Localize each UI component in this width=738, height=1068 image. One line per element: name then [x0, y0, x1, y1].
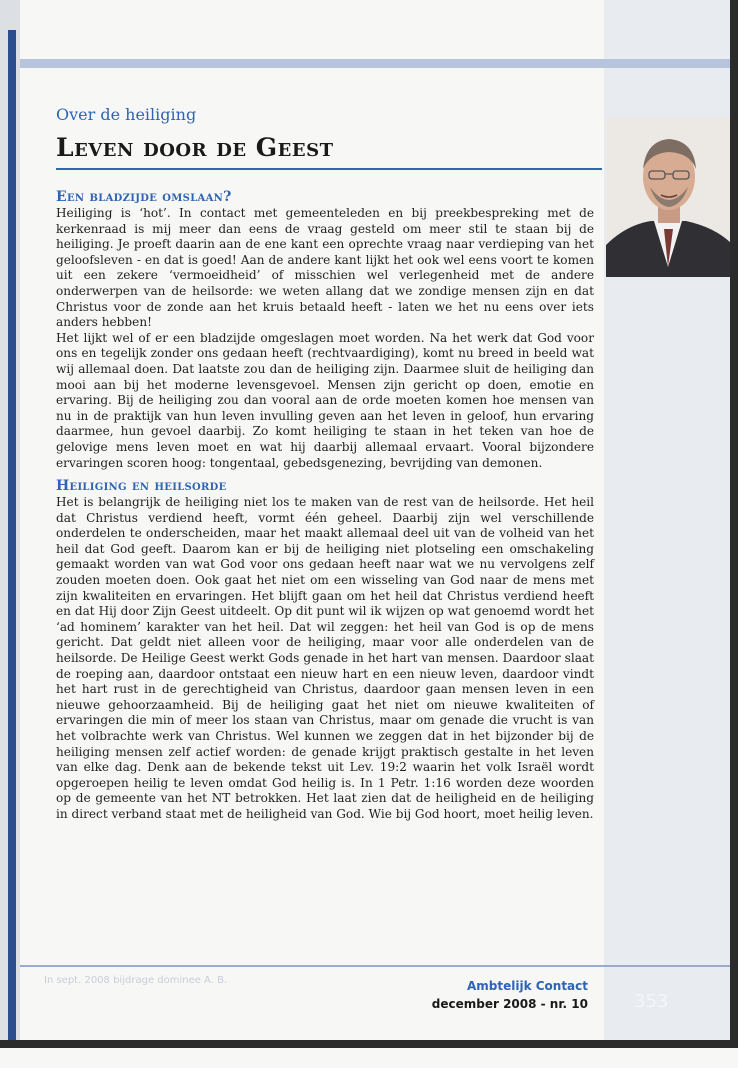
section-heading: Een bladzijde omslaan? [56, 189, 232, 205]
top-rule [20, 59, 732, 68]
bottom-rule [20, 965, 732, 967]
faint-ad-text: In sept. 2008 bijdrage dominee A. B. [44, 975, 228, 986]
page-number: 353 [634, 991, 669, 1012]
title-rule [56, 168, 602, 170]
paragraph: Heiliging is ‘hot’. In contact met gemeenteleden en bij preekbespreking met de kerkenraad is mij meer dan eens de vraag gesteld om meer stil te staan bij de heiliging. Je proeft daarin aan de ene kant een oprechte vraag naar verdieping van het geloofsleven - en dat is goed! Aan de andere kant lijkt het ook wel eens voort te komen uit een zekere ‘vermoeidheid’ of misschien wel verlegenheid met de andere onderwerpen van de heilsorde: we weten allang dat we zondige mensen zijn en dat Christus voor de zonde aan het kruis betaald heeft - laten we het nu eens over iets anders hebben! [56, 206, 594, 330]
article-body [56, 188, 594, 823]
magazine-name: Ambtelijk Contact [466, 979, 588, 993]
article-title: Leven door de Geest [56, 133, 334, 162]
right-shadow [730, 0, 738, 1048]
bottom-shadow [0, 1040, 738, 1048]
issue-info: december 2008 - nr. 10 [431, 997, 588, 1011]
paragraph: Het is belangrijk de heiliging niet los te maken van de rest van de heilsorde. Het heil dat Christus verdiend heeft, vormt één geheel. Daarbij zijn wel verschillende onderdelen te onderscheiden, maar het maakt allemaal deel uit van de volheid van het heil dat God geeft. Daarom kan er bij de heiliging niet plotseling een omschakeling gemaakt worden van wat God voor ons gedaan heeft naar wat we nu vervolgens zelf zouden moeten doen. Ook gaat het niet om een wisseling van God naar de mens met zijn kwaliteiten en ervaringen. Het blijft gaan om het heil dat Christus verdiend heeft en dat Hij door Zijn Geest uitdeelt. Op dit punt wil ik wijzen op wat genoemd wordt het ‘ad hominem’ karakter van het heil. Dat wil zeggen: het heil van God is op de mens gericht. Dat geldt niet alleen voor de heiliging, maar voor alle onderdelen van de heilsorde. De Heilige Geest werkt Gods genade in het hart van mensen. Daardoor slaat de roeping aan, daardoor ontstaat een nieuw hart en een nieuw leven, daardoor vindt het hart rust in de gerechtigheid van Christus, daardoor gaan mensen leven in een nieuwe gehoorzaamheid. Bij de heiliging gaat het niet om nieuwe kwaliteiten of ervaringen die min of meer los staan van Christus, maar om genade die vrucht is van het volbrachte werk van Christus. Wel kunnen we zeggen dat in het bijzonder bij de heiliging mensen zelf actief worden: de genade krijgt praktisch gestalte in het leven van elke dag. Denk aan de bekende tekst uit Lev. 19:2 waarin het volk Israël wordt opgeroepen heilig te leven omdat God heilig is. In 1 Petr. 1:16 worden deze woorden op de gemeente van het NT betrokken. Het laat zien dat de heiligheid en de heiliging in direct verband staat met de heiligheid van God. Wie bij God hoort, moet heilig leven. [56, 495, 594, 821]
paragraph: Het lijkt wel of er een bladzijde omgeslagen moet worden. Na het werk dat God voor ons en tegelijk zonder ons gedaan heeft (rechtvaardiging), komt nu breed in beeld wat wij allemaal doen. Dat laatste zou dan de heiliging zijn. Daarmee sluit de heiliging dan mooi aan bij het moderne levensgevoel. Mensen zijn gericht op doen, emotie en ervaring. Bij de heiliging zou dan vooral aan de orde moeten komen hoe mensen van nu in de praktijk van hun leven invulling geven aan het leven in geloof, hun ervaring daarmee, hun gevoel daarbij. Zo komt heiliging te staan in het teken van hoe de gelovige mens leven moet en wat hij daarbij allemaal ervaart. Vooral bijzondere ervaringen scoren hoog: tongentaal, gebedsgenezing, bevrijding van demonen. [56, 330, 594, 470]
author-photo [606, 117, 731, 277]
left-color-band [8, 30, 16, 1040]
kicker: Over de heiliging [56, 105, 197, 124]
footer [432, 979, 588, 1011]
author-portrait-icon [606, 117, 731, 277]
section-heading: Heiliging en heilsorde [56, 478, 227, 495]
